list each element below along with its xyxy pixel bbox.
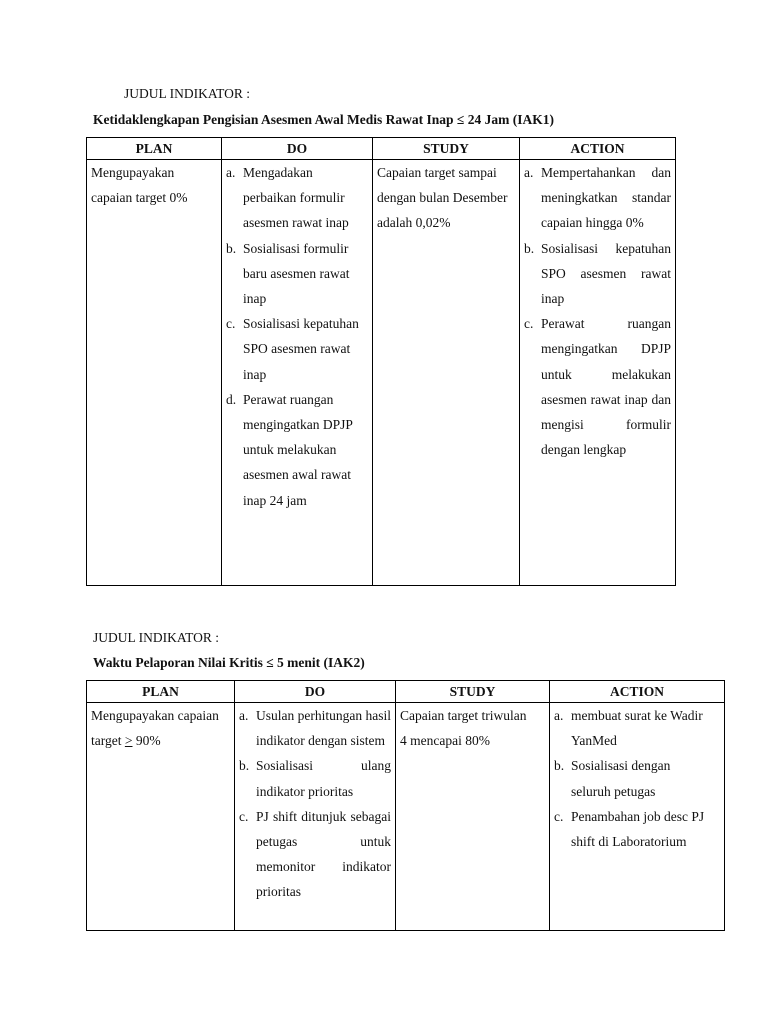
section1-table bbox=[86, 137, 676, 586]
header-plan: PLAN bbox=[87, 138, 222, 160]
header-do: DO bbox=[222, 138, 373, 160]
list-item: d. Perawat ruangan mengingatkan DPJP untuk melakukan asesmen awal rawat inap 24 jam bbox=[226, 391, 353, 508]
do-cell bbox=[235, 703, 396, 931]
action-cell bbox=[520, 160, 676, 586]
do-cell bbox=[222, 160, 373, 586]
plan-text: Mengupayakan capaian target 0% bbox=[91, 165, 188, 206]
study-text: Capaian target triwulan 4 mencapai 80% bbox=[400, 708, 527, 749]
greater-equal-symbol: > bbox=[124, 733, 133, 749]
plan-cell bbox=[87, 160, 222, 586]
study-cell bbox=[373, 160, 520, 586]
action-list bbox=[524, 160, 671, 462]
study-text: Capaian target sampai dengan bulan Desember adalah 0,02% bbox=[377, 165, 508, 231]
list-item: b. Sosialisasi dengan seluruh petugas bbox=[554, 758, 671, 799]
list-item: c. PJ shift ditunjuk sebagai petugas untuk memonitor indikator prioritas bbox=[239, 808, 391, 900]
section2-table bbox=[86, 680, 725, 931]
list-item: a. membuat surat ke Wadir YanMed bbox=[554, 708, 703, 749]
plan-text: Mengupayakan capaian target > 90% bbox=[91, 708, 219, 749]
study-cell bbox=[396, 703, 550, 931]
list-item: a. Mempertahankan dan meningkatkan standar capaian hingga 0% bbox=[524, 165, 671, 231]
list-item: a. Mengadakan perbaikan formulir asesmen rawat inap bbox=[226, 165, 349, 231]
header-study: STUDY bbox=[396, 681, 550, 703]
section1-header-row bbox=[87, 138, 676, 160]
plan-cell bbox=[87, 703, 235, 931]
list-item: b. Sosialisasi formulir baru asesmen rawat inap bbox=[226, 240, 350, 307]
list-item: c. Penambahan job desc PJ shift di Laboratorium bbox=[554, 808, 705, 850]
section2-body-row bbox=[87, 703, 725, 931]
section1-label: JUDUL INDIKATOR : bbox=[124, 86, 250, 101]
section2-label: JUDUL INDIKATOR : bbox=[93, 630, 219, 645]
section2-header-row bbox=[87, 681, 725, 703]
header-do: DO bbox=[235, 681, 396, 703]
section2-title: Waktu Pelaporan Nilai Kritis ≤ 5 menit (IAK2) bbox=[93, 655, 365, 670]
list-item: b. Sosialisasi kepatuhan SPO asesmen rawat inap bbox=[524, 240, 671, 307]
header-action: ACTION bbox=[550, 681, 725, 703]
header-study: STUDY bbox=[373, 138, 520, 160]
section1-body-row bbox=[87, 160, 676, 586]
list-item: c. Sosialisasi kepatuhan SPO asesmen rawat inap bbox=[226, 316, 359, 382]
section1-title: Ketidaklengkapan Pengisian Asesmen Awal Medis Rawat Inap ≤ 24 Jam (IAK1) bbox=[93, 112, 554, 127]
list-item: a. Usulan perhitungan hasil indikator dengan sistem bbox=[239, 708, 391, 749]
action-list bbox=[554, 703, 709, 854]
header-action: ACTION bbox=[520, 138, 676, 160]
do-list bbox=[239, 703, 391, 905]
header-plan: PLAN bbox=[87, 681, 235, 703]
action-cell bbox=[550, 703, 725, 931]
list-item: c. Perawat ruangan mengingatkan DPJP untuk melakukan asesmen rawat inap dan mengisi formulir dengan lengkap bbox=[524, 316, 671, 458]
list-item: b. Sosialisasi ulang indikator prioritas bbox=[239, 758, 391, 799]
do-list bbox=[226, 160, 364, 513]
